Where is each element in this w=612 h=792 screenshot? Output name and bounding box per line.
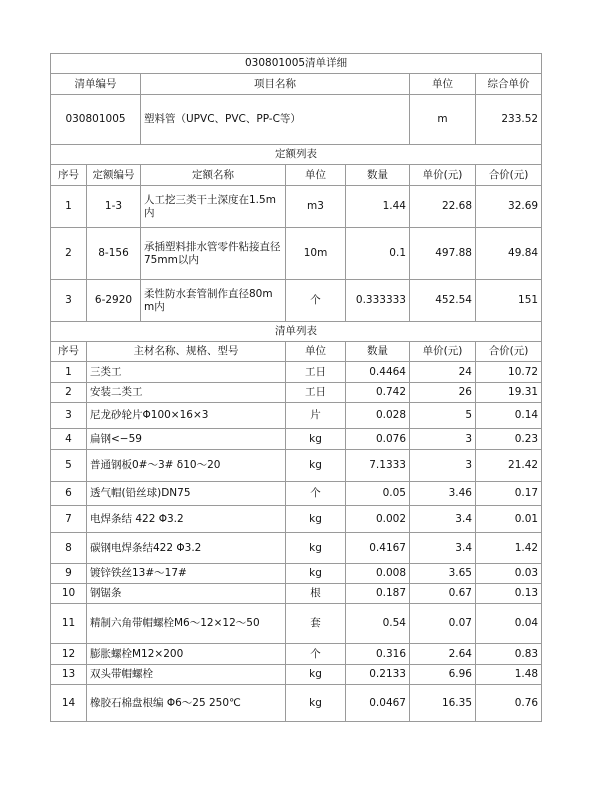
list-qty-header: 数量 [346, 342, 410, 362]
table-row [51, 533, 542, 564]
list-price-header: 单价(元) [410, 342, 476, 362]
list-price: 0.07 [410, 604, 476, 644]
list-unit: kg [286, 533, 346, 564]
list-qty: 7.1333 [346, 450, 410, 482]
list-no: 9 [51, 564, 87, 584]
table-row [51, 564, 542, 584]
list-no: 1 [51, 362, 87, 383]
list-total: 1.42 [476, 533, 542, 564]
quota-name: 柔性防水套管制作直径80mm内 [141, 280, 286, 322]
list-name: 镀锌铁丝13#～17# [87, 564, 286, 584]
list-total: 0.76 [476, 685, 542, 722]
item-code-header: 清单编号 [51, 74, 141, 95]
list-price: 3.4 [410, 533, 476, 564]
list-unit: 个 [286, 482, 346, 506]
quota-qty: 1.44 [346, 186, 410, 228]
list-price: 5 [410, 403, 476, 429]
table-row [51, 506, 542, 533]
quota-section-title: 定额列表 [51, 145, 542, 165]
item-name: 塑料管（UPVC、PVC、PP-C等） [141, 95, 410, 145]
quota-row [51, 186, 542, 228]
quota-price: 452.54 [410, 280, 476, 322]
item-price-header: 综合单价 [476, 74, 542, 95]
list-qty: 0.05 [346, 482, 410, 506]
quota-code: 8-156 [87, 228, 141, 280]
list-unit: 工日 [286, 362, 346, 383]
quota-code: 6-2920 [87, 280, 141, 322]
list-name: 膨胀螺栓M12×200 [87, 644, 286, 665]
item-header-row [51, 74, 542, 95]
table-row [51, 362, 542, 383]
list-name: 钢锯条 [87, 584, 286, 604]
list-no: 4 [51, 429, 87, 450]
list-qty: 0.076 [346, 429, 410, 450]
list-price: 2.64 [410, 644, 476, 665]
list-name: 橡胶石棉盘根编 Φ6～25 250℃ [87, 685, 286, 722]
list-name: 精制六角带帽螺栓M6～12×12～50 [87, 604, 286, 644]
table-row [51, 482, 542, 506]
list-qty: 0.54 [346, 604, 410, 644]
quota-total: 151 [476, 280, 542, 322]
list-name: 尼龙砂轮片Φ100×16×3 [87, 403, 286, 429]
list-unit-header: 单位 [286, 342, 346, 362]
quota-unit-header: 单位 [286, 165, 346, 186]
list-no: 11 [51, 604, 87, 644]
table-row [51, 450, 542, 482]
list-unit: 工日 [286, 383, 346, 403]
list-price: 3 [410, 429, 476, 450]
quota-name-header: 定额名称 [141, 165, 286, 186]
item-unit-header: 单位 [410, 74, 476, 95]
list-price: 3.65 [410, 564, 476, 584]
list-name: 扁钢<−59 [87, 429, 286, 450]
list-no: 3 [51, 403, 87, 429]
list-qty: 0.002 [346, 506, 410, 533]
table-row [51, 604, 542, 644]
list-unit: kg [286, 429, 346, 450]
list-qty: 0.008 [346, 564, 410, 584]
list-total: 0.23 [476, 429, 542, 450]
list-price: 6.96 [410, 665, 476, 685]
list-qty: 0.187 [346, 584, 410, 604]
list-section-row [51, 322, 542, 342]
list-unit: kg [286, 564, 346, 584]
list-total: 19.31 [476, 383, 542, 403]
list-no-header: 序号 [51, 342, 87, 362]
list-qty: 0.4464 [346, 362, 410, 383]
list-section-title: 清单列表 [51, 322, 542, 342]
item-row [51, 95, 542, 145]
item-code: 030801005 [51, 95, 141, 145]
table-row [51, 429, 542, 450]
list-price: 3 [410, 450, 476, 482]
list-price: 3.46 [410, 482, 476, 506]
item-price: 233.52 [476, 95, 542, 145]
list-no: 5 [51, 450, 87, 482]
list-header-row [51, 342, 542, 362]
list-name: 安装二类工 [87, 383, 286, 403]
list-name: 碳钢电焊条结422 Φ3.2 [87, 533, 286, 564]
list-qty: 0.316 [346, 644, 410, 665]
quota-price-header: 单价(元) [410, 165, 476, 186]
list-no: 12 [51, 644, 87, 665]
list-price: 16.35 [410, 685, 476, 722]
list-name-header: 主材名称、规格、型号 [87, 342, 286, 362]
list-no: 2 [51, 383, 87, 403]
detail-table [50, 53, 542, 722]
list-unit: 根 [286, 584, 346, 604]
quota-unit: 个 [286, 280, 346, 322]
item-unit: m [410, 95, 476, 145]
list-total: 0.14 [476, 403, 542, 429]
table-title: 030801005清单详细 [51, 54, 542, 74]
list-total: 0.03 [476, 564, 542, 584]
table-row [51, 685, 542, 722]
quota-row [51, 280, 542, 322]
table-row [51, 665, 542, 685]
quota-row [51, 228, 542, 280]
quota-qty-header: 数量 [346, 165, 410, 186]
list-price: 26 [410, 383, 476, 403]
quota-name: 人工挖三类干土深度在1.5m内 [141, 186, 286, 228]
quota-qty: 0.1 [346, 228, 410, 280]
list-no: 13 [51, 665, 87, 685]
list-unit: kg [286, 450, 346, 482]
quota-no-header: 序号 [51, 165, 87, 186]
list-no: 8 [51, 533, 87, 564]
quota-total: 49.84 [476, 228, 542, 280]
list-name: 电焊条结 422 Φ3.2 [87, 506, 286, 533]
list-total: 1.48 [476, 665, 542, 685]
list-unit: kg [286, 685, 346, 722]
list-total: 0.01 [476, 506, 542, 533]
list-qty: 0.2133 [346, 665, 410, 685]
quota-code-header: 定额编号 [87, 165, 141, 186]
quota-total: 32.69 [476, 186, 542, 228]
list-unit: 个 [286, 644, 346, 665]
list-total-header: 合价(元) [476, 342, 542, 362]
list-total: 10.72 [476, 362, 542, 383]
list-unit: 片 [286, 403, 346, 429]
quota-unit: m3 [286, 186, 346, 228]
list-no: 6 [51, 482, 87, 506]
list-unit: kg [286, 665, 346, 685]
list-qty: 0.0467 [346, 685, 410, 722]
list-unit: 套 [286, 604, 346, 644]
quota-code: 1-3 [87, 186, 141, 228]
list-name: 三类工 [87, 362, 286, 383]
list-total: 21.42 [476, 450, 542, 482]
list-name: 透气帽(铅丝球)DN75 [87, 482, 286, 506]
list-total: 0.04 [476, 604, 542, 644]
item-name-header: 项目名称 [141, 74, 410, 95]
quota-no: 1 [51, 186, 87, 228]
list-name: 双头带帽螺栓 [87, 665, 286, 685]
quota-total-header: 合价(元) [476, 165, 542, 186]
list-qty: 0.028 [346, 403, 410, 429]
list-unit: kg [286, 506, 346, 533]
list-qty: 0.4167 [346, 533, 410, 564]
quota-price: 22.68 [410, 186, 476, 228]
list-no: 10 [51, 584, 87, 604]
quota-price: 497.88 [410, 228, 476, 280]
quota-header-row [51, 165, 542, 186]
table-row [51, 383, 542, 403]
quota-no: 3 [51, 280, 87, 322]
list-no: 7 [51, 506, 87, 533]
quota-no: 2 [51, 228, 87, 280]
table-row [51, 644, 542, 665]
quota-unit: 10m [286, 228, 346, 280]
title-row [51, 54, 542, 74]
table-row [51, 403, 542, 429]
list-total: 0.13 [476, 584, 542, 604]
quota-name: 承插塑料排水管零件粘接直径75mm以内 [141, 228, 286, 280]
list-qty: 0.742 [346, 383, 410, 403]
list-name: 普通钢板0#～3# δ10～20 [87, 450, 286, 482]
list-price: 24 [410, 362, 476, 383]
list-no: 14 [51, 685, 87, 722]
quota-section-row [51, 145, 542, 165]
list-total: 0.17 [476, 482, 542, 506]
table-row [51, 584, 542, 604]
list-total: 0.83 [476, 644, 542, 665]
list-price: 3.4 [410, 506, 476, 533]
quota-qty: 0.333333 [346, 280, 410, 322]
list-price: 0.67 [410, 584, 476, 604]
